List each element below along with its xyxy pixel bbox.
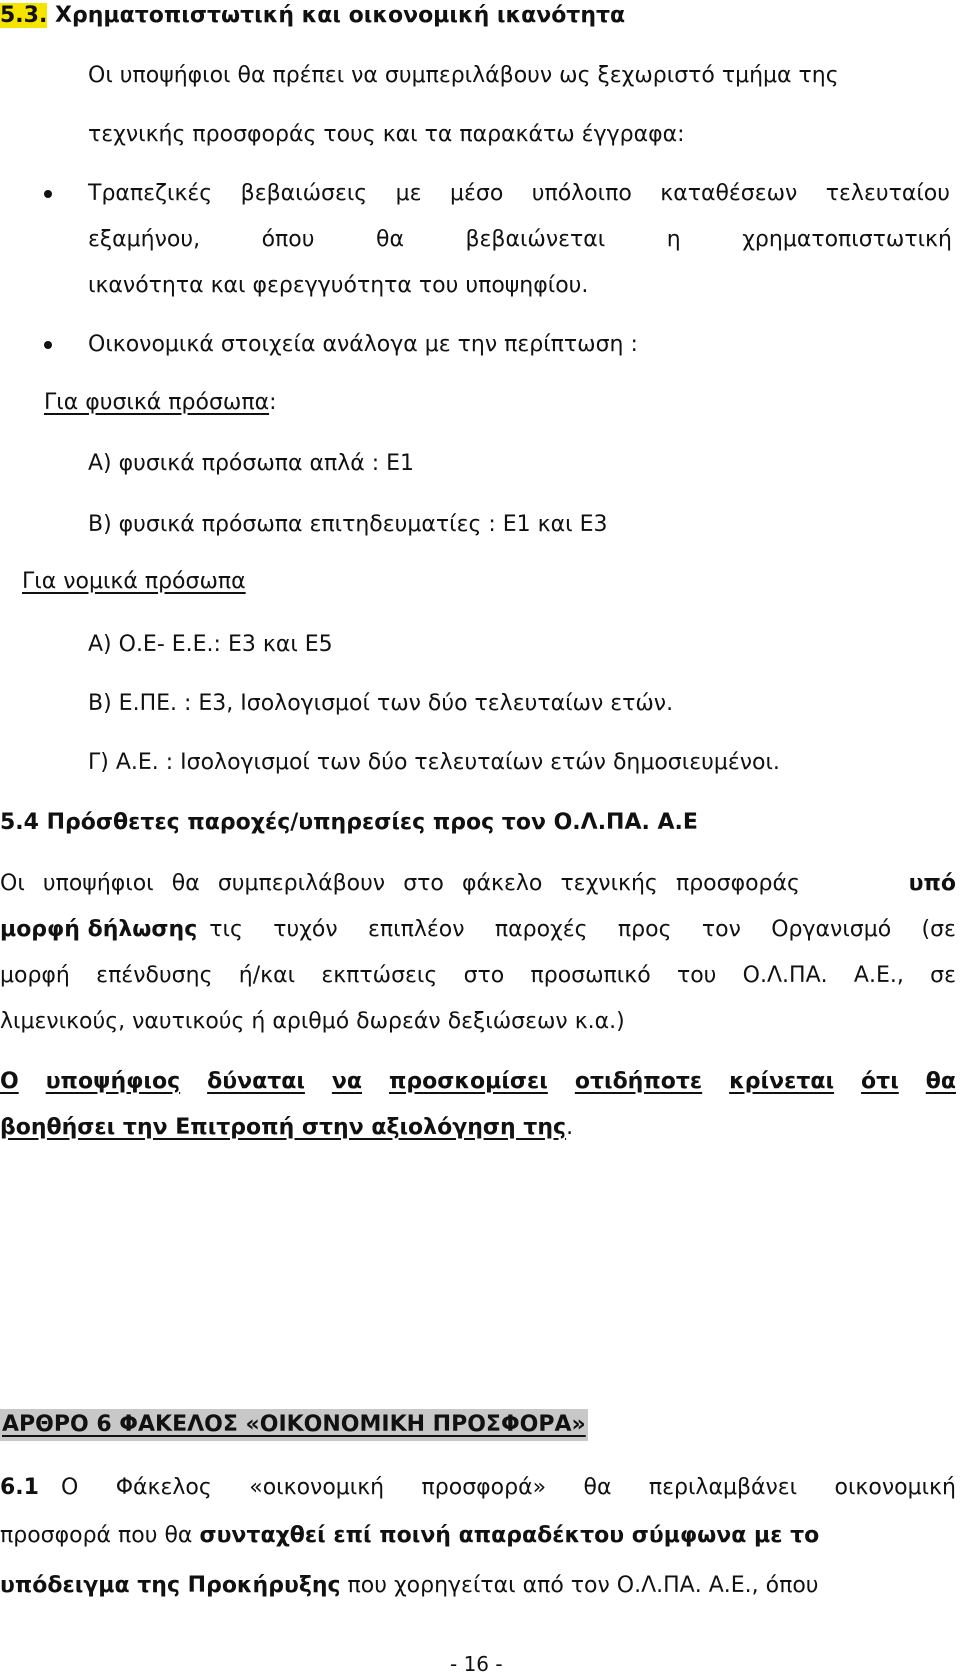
word: ή/και	[238, 963, 296, 988]
word: με	[395, 181, 422, 206]
bullet-icon	[44, 341, 52, 349]
page-number: - 16 -	[450, 1652, 503, 1676]
word: περιλαμβάνει	[648, 1475, 798, 1500]
legal-persons-heading: Για νομικά πρόσωπα	[22, 569, 246, 594]
word: θα	[583, 1475, 612, 1500]
word: βεβαιώσεις	[240, 181, 368, 206]
word: Ο	[0, 1069, 19, 1094]
word: συμπεριλάβουν	[217, 871, 386, 896]
word: εκπτώσεις	[321, 963, 438, 988]
bullet-1-line-3: ικανότητα και φερεγγυότητα του υποψηφίου.	[88, 273, 589, 298]
intro-line-2: τεχνικής προσφοράς τους και τα παρακάτω έγγραφα:	[88, 122, 685, 147]
word: θα	[925, 1069, 956, 1094]
word: τεχνικής	[560, 871, 658, 896]
line-1-text	[61, 1474, 956, 1502]
section-5-4-line-4: λιμενικούς, ναυτικούς ή αριθμό δωρεάν δεξιώσεων κ.α.)	[0, 1009, 625, 1034]
word: προσφοράς	[675, 871, 800, 896]
word: Ο.Λ.ΠΑ.	[742, 963, 828, 988]
article-6-line-2: προσφορά που θα συνταχθεί επί ποινή απαραδέκτου σύμφωνα με το	[0, 1523, 820, 1548]
bullet-1-line-1	[88, 180, 950, 208]
word: οτιδήποτε	[574, 1069, 703, 1094]
bullet-1-line-2	[88, 226, 952, 254]
section-5-4-line-2	[0, 916, 956, 944]
section-5-4-line-3	[0, 962, 956, 990]
note-line-2: βοηθήσει την Επιτροπή στην αξιολόγηση της.	[0, 1115, 574, 1140]
line-1-bold: υπό	[908, 871, 956, 896]
word: προσκομίσει	[389, 1069, 548, 1094]
word: Οι	[0, 871, 25, 896]
word: υποψήφιοι	[42, 871, 154, 896]
word: στο	[463, 963, 505, 988]
word: θα	[376, 227, 404, 252]
word: παροχές	[494, 917, 588, 942]
section-number: 5.3.	[0, 3, 48, 28]
word: δύναται	[207, 1069, 305, 1094]
word: τις	[209, 917, 243, 942]
article-6-heading: ΑΡΘΡΟ 6 ΦΑΚΕΛΟΣ «ΟΙΚΟΝΟΜΙΚΗ ΠΡΟΣΦΟΡΑ»	[0, 1409, 588, 1441]
word: Α.Ε.,	[853, 963, 904, 988]
bullet-2: Οικονομικά στοιχεία ανάλογα με την περίπτωση :	[88, 332, 638, 357]
article-6-line-3: υπόδειγμα της Προκήρυξης που χορηγείται από τον Ο.Λ.ΠΑ. Α.Ε., όπου	[0, 1573, 819, 1598]
word: χρηματοπιστωτική	[742, 227, 952, 252]
word: τον	[701, 917, 741, 942]
word: όπου	[261, 227, 315, 252]
section-5-4-heading: 5.4 Πρόσθετες παροχές/υπηρεσίες προς τον Ο.Λ.ΠΑ. Α.Ε	[0, 810, 698, 835]
word: Τραπεζικές	[88, 181, 213, 206]
word: στο	[403, 871, 444, 896]
article-6-line-1	[0, 1474, 956, 1502]
word: να	[331, 1069, 363, 1094]
line-2-text	[209, 916, 956, 944]
word: του	[676, 963, 717, 988]
word: επένδυσης	[96, 963, 213, 988]
word: (σε	[921, 917, 956, 942]
word: η	[666, 227, 681, 252]
clause-number: 6.1	[0, 1475, 39, 1500]
line-1-text	[0, 870, 800, 898]
legal-item-c: Γ) Α.Ε. : Ισολογισμοί των δύο τελευταίων ετών δημοσιευμένοι.	[88, 750, 780, 775]
word: επιπλέον	[368, 917, 465, 942]
word: «οικονομική	[249, 1475, 385, 1500]
word: σε	[930, 963, 956, 988]
word: Φάκελος	[115, 1475, 212, 1500]
word: μορφή	[0, 963, 70, 988]
word: εξαμήνου,	[88, 227, 201, 252]
word: θα	[171, 871, 200, 896]
word: μέσο	[449, 181, 504, 206]
word: τυχόν	[273, 917, 338, 942]
word: οικονομική	[834, 1475, 956, 1500]
natural-persons-heading: Για φυσικά πρόσωπα:	[44, 390, 277, 415]
section-5-3-heading	[0, 2, 625, 30]
word: ότι	[861, 1069, 899, 1094]
declaration-text: μορφή δήλωσης	[0, 917, 198, 942]
section-title: Χρηματοπιστωτική και οικονομική ικανότητα	[55, 3, 626, 28]
legal-item-a: Α) Ο.Ε- Ε.Ε.: Ε3 και Ε5	[88, 632, 333, 657]
intro-line-1: Οι υποψήφιοι θα πρέπει να συμπεριλάβουν ως ξεχωριστό τμήμα της	[88, 63, 839, 88]
bullet-icon	[44, 190, 52, 198]
word: υποψήφιος	[45, 1069, 181, 1094]
section-5-4-line-1	[0, 870, 956, 898]
word: φάκελο	[461, 871, 543, 896]
word: Οργανισμό	[771, 917, 892, 942]
word: προσωπικό	[530, 963, 651, 988]
word: κρίνεται	[729, 1069, 835, 1094]
word: τελευταίου	[825, 181, 950, 206]
natural-item-b: Β) φυσικά πρόσωπα επιτηδευματίες : Ε1 και Ε3	[88, 512, 608, 537]
word: καταθέσεων	[660, 181, 798, 206]
legal-item-b: Β) Ε.ΠΕ. : Ε3, Ισολογισμοί των δύο τελευταίων ετών.	[88, 691, 674, 716]
natural-item-a: Α) φυσικά πρόσωπα απλά : Ε1	[88, 451, 415, 476]
word: Ο	[60, 1475, 79, 1500]
note-line-1	[0, 1068, 956, 1096]
word: προσφορά»	[421, 1475, 547, 1500]
word: προς	[617, 917, 672, 942]
word: βεβαιώνεται	[465, 227, 606, 252]
word: υπόλοιπο	[531, 181, 632, 206]
